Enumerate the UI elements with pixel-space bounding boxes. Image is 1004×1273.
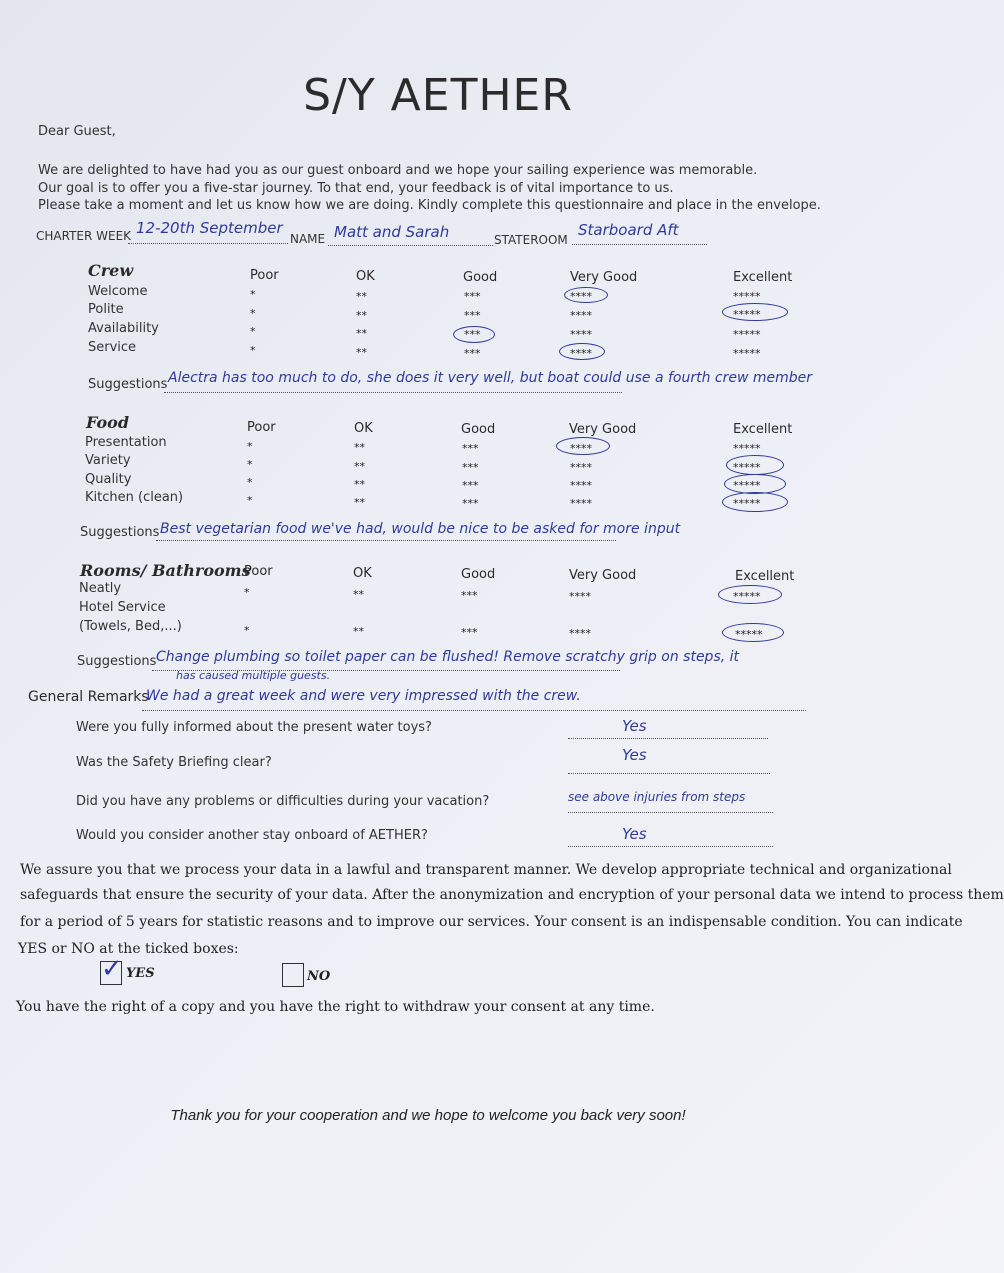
star-ok[interactable]: **: [354, 460, 365, 473]
section-title-rooms: Rooms/ Bathrooms: [80, 561, 251, 580]
star-excellent[interactable]: *****: [733, 590, 761, 603]
star-good[interactable]: ***: [461, 589, 478, 602]
header-good: Good: [461, 567, 496, 582]
header-good: Good: [461, 422, 496, 437]
charter-week-label: CHARTER WEEK: [36, 229, 132, 243]
star-poor[interactable]: *: [250, 344, 256, 357]
star-excellent[interactable]: *****: [733, 497, 761, 510]
crew-item-label: Availability: [88, 321, 159, 336]
suggestions-label: Suggestions: [80, 525, 160, 540]
selection-circle: [724, 474, 786, 494]
general-remarks-label: General Remarks: [28, 689, 149, 705]
star-very-good[interactable]: ****: [570, 497, 592, 510]
answer-problems[interactable]: see above injuries from steps: [568, 790, 746, 804]
question-safety-briefing: Was the Safety Briefing clear?: [76, 755, 272, 770]
privacy-line-3: for a period of 5 years for statistic reasons and to improve our services. Your consent is an indispensable condition. You can indicate: [20, 914, 963, 930]
answer-safety-briefing[interactable]: Yes: [622, 746, 647, 764]
selection-circle: [556, 437, 610, 455]
star-very-good[interactable]: ****: [570, 347, 592, 360]
suggestions-label: Suggestions: [88, 377, 168, 392]
selection-circle: [718, 585, 782, 604]
star-ok[interactable]: **: [354, 496, 365, 509]
star-ok[interactable]: **: [353, 588, 364, 601]
star-ok[interactable]: **: [356, 290, 367, 303]
selection-circle: [564, 287, 608, 303]
header-excellent: Excellent: [733, 422, 793, 437]
rooms-suggestion[interactable]: Change plumbing so toilet paper can be flushed! Remove scratchy grip on steps, it: [156, 649, 740, 665]
rooms-suggestion-cont[interactable]: has caused multiple guests.: [176, 669, 331, 682]
intro-line-2: Our goal is to offer you a five-star journey. To that end, your feedback is of vital importance to us.: [38, 181, 674, 196]
rooms-item-label: Neatly: [79, 581, 122, 596]
question-another-stay: Would you consider another stay onboard of AETHER?: [76, 828, 428, 843]
selection-circle: [559, 343, 605, 360]
star-ok[interactable]: **: [354, 478, 365, 491]
section-title-food: Food: [86, 413, 130, 432]
star-good[interactable]: ***: [461, 626, 478, 639]
star-ok[interactable]: **: [356, 309, 367, 322]
star-very-good[interactable]: ****: [570, 479, 592, 492]
food-item-label: Quality: [85, 472, 132, 487]
selection-circle: [722, 492, 788, 512]
privacy-line-2: safeguards that ensure the security of your data. After the anonymization and encryption of your personal data we intend to process them: [20, 887, 1004, 903]
header-poor: Poor: [250, 268, 279, 283]
crew-item-label: Polite: [88, 302, 124, 317]
greeting: Dear Guest,: [38, 124, 116, 139]
star-very-good[interactable]: ****: [570, 290, 592, 303]
star-good[interactable]: ***: [464, 309, 481, 322]
star-poor[interactable]: *: [250, 288, 256, 301]
rooms-item-label: (Towels, Bed,...): [79, 619, 182, 634]
star-poor[interactable]: *: [244, 624, 250, 637]
star-poor[interactable]: *: [247, 440, 253, 453]
star-excellent[interactable]: *****: [733, 328, 761, 341]
header-good: Good: [463, 270, 498, 285]
header-very-good: Very Good: [570, 270, 638, 285]
star-ok[interactable]: **: [356, 346, 367, 359]
star-good[interactable]: ***: [464, 290, 481, 303]
header-ok: OK: [356, 269, 375, 284]
stateroom-label: STATEROOM: [494, 233, 568, 247]
question-problems: Did you have any problems or difficulties during your vacation?: [76, 794, 490, 809]
star-ok[interactable]: **: [356, 327, 367, 340]
suggestions-label: Suggestions: [77, 654, 157, 669]
star-good[interactable]: ***: [462, 461, 479, 474]
food-item-label: Kitchen (clean): [85, 490, 184, 505]
header-excellent: Excellent: [735, 569, 795, 584]
star-excellent[interactable]: *****: [733, 479, 761, 492]
privacy-line-4: YES or NO at the ticked boxes:: [18, 941, 239, 957]
header-ok: OK: [354, 421, 373, 436]
consent-no-checkbox[interactable]: [282, 963, 304, 987]
food-item-label: Variety: [85, 453, 131, 468]
consent-yes-label: YES: [126, 966, 155, 981]
star-ok[interactable]: **: [354, 441, 365, 454]
star-poor[interactable]: *: [247, 494, 253, 507]
thanks-text: Thank you for your cooperation and we hope to welcome you back very soon!: [170, 1107, 686, 1124]
crew-item-label: Welcome: [88, 284, 148, 299]
name-value[interactable]: Matt and Sarah: [334, 223, 450, 241]
star-excellent[interactable]: *****: [733, 442, 761, 455]
star-very-good[interactable]: ****: [570, 309, 592, 322]
privacy-line-1: We assure you that we process your data in a lawful and transparent manner. We develop appropriate technical and organizational: [20, 862, 952, 878]
header-poor: Poor: [244, 564, 273, 579]
star-poor[interactable]: *: [250, 307, 256, 320]
rooms-item-label: Hotel Service: [79, 600, 166, 615]
star-good[interactable]: ***: [462, 497, 479, 510]
star-excellent[interactable]: *****: [733, 308, 761, 321]
star-excellent[interactable]: *****: [735, 628, 763, 641]
star-ok[interactable]: **: [353, 625, 364, 638]
question-water-toys: Were you fully informed about the present water toys?: [76, 720, 432, 735]
star-very-good[interactable]: ****: [570, 461, 592, 474]
document-title: S/Y AETHER: [303, 70, 573, 121]
name-label: NAME: [290, 232, 326, 246]
star-poor[interactable]: *: [247, 476, 253, 489]
star-very-good[interactable]: ****: [570, 328, 592, 341]
general-remarks-value[interactable]: We had a great week and were very impressed with the crew.: [146, 688, 581, 704]
answer-water-toys[interactable]: Yes: [622, 717, 647, 735]
food-item-label: Presentation: [85, 435, 167, 450]
answer-another-stay[interactable]: Yes: [622, 825, 647, 843]
header-poor: Poor: [247, 420, 276, 435]
rights-text: You have the right of a copy and you have the right to withdraw your consent at any time.: [16, 999, 655, 1015]
star-poor[interactable]: *: [247, 458, 253, 471]
check-mark-icon: ✓: [101, 954, 123, 984]
charter-week-value[interactable]: 12-20th September: [136, 219, 283, 237]
star-very-good[interactable]: ****: [569, 627, 591, 640]
header-ok: OK: [353, 566, 372, 581]
star-very-good[interactable]: ****: [569, 590, 591, 603]
crew-item-label: Service: [88, 340, 137, 355]
selection-circle: [722, 623, 784, 642]
star-poor[interactable]: *: [244, 586, 250, 599]
crew-suggestion[interactable]: Alectra has too much to do, she does it very well, but boat could use a fourth crew member: [168, 370, 813, 386]
selection-circle: [722, 303, 788, 321]
star-good[interactable]: ***: [464, 347, 481, 360]
star-excellent[interactable]: *****: [733, 347, 761, 360]
stateroom-value[interactable]: Starboard Aft: [578, 221, 679, 239]
intro-line-3: Please take a moment and let us know how we are doing. Kindly complete this questionnaire and place in the envelope.: [38, 198, 821, 213]
star-very-good[interactable]: ****: [570, 442, 592, 455]
selection-circle: [453, 326, 495, 343]
star-good[interactable]: ***: [462, 479, 479, 492]
star-good[interactable]: ***: [462, 442, 479, 455]
star-excellent[interactable]: *****: [733, 461, 761, 474]
selection-circle: [726, 455, 784, 475]
star-excellent[interactable]: *****: [733, 290, 761, 303]
food-suggestion[interactable]: Best vegetarian food we've had, would be nice to be asked for more input: [160, 521, 681, 537]
header-very-good: Very Good: [569, 422, 637, 437]
consent-no-label: NO: [307, 969, 331, 984]
header-excellent: Excellent: [733, 270, 793, 285]
star-good[interactable]: ***: [464, 328, 481, 341]
star-poor[interactable]: *: [250, 325, 256, 338]
intro-line-1: We are delighted to have had you as our guest onboard and we hope your sailing experience was memorable.: [38, 163, 758, 178]
section-title-crew: Crew: [88, 261, 134, 280]
header-very-good: Very Good: [569, 568, 637, 583]
